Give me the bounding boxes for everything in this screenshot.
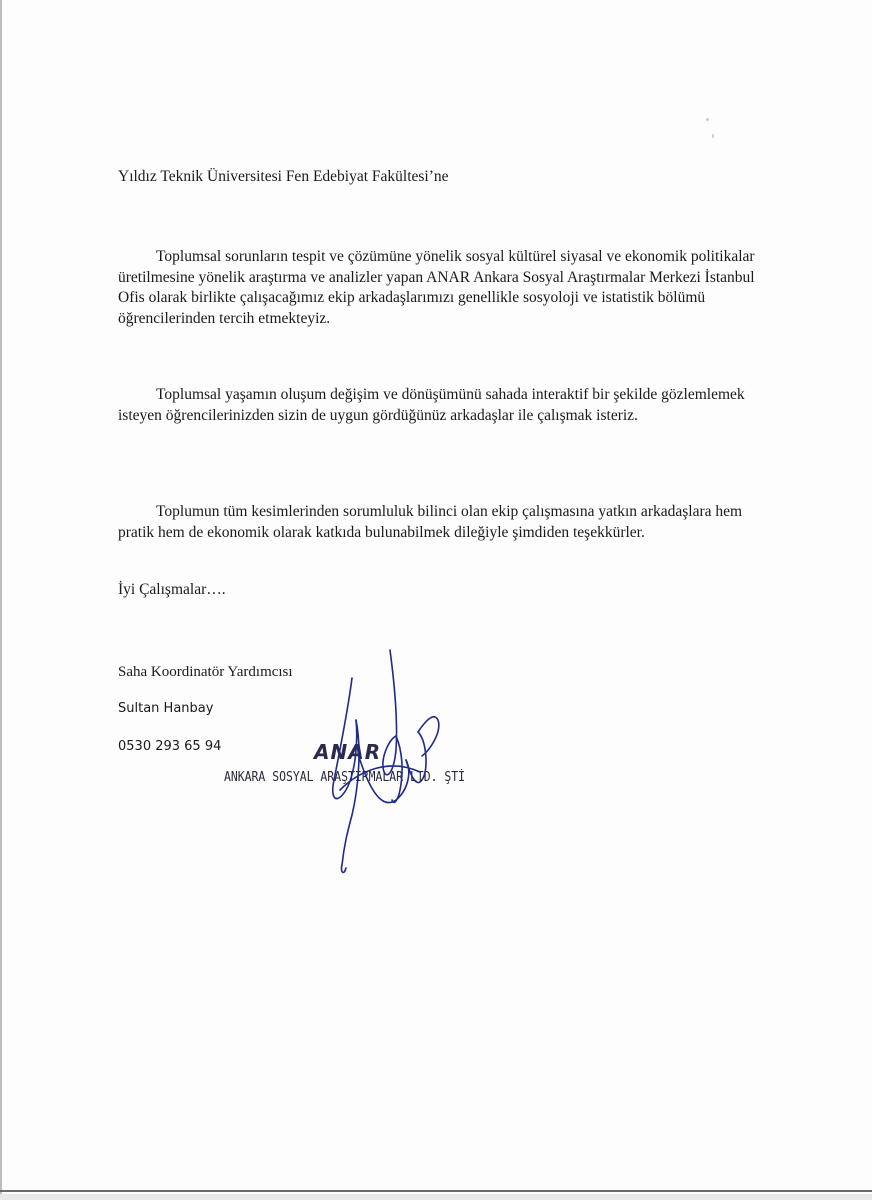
paragraph-3: Toplumun tüm kesimlerinden sorumluluk bilinci olan ekip çalışmasına yatkın arkadaşlara hem pratik hem de ekonomik olarak katkıda bulunabilmek dileğiyle şimdiden teşekkürler.: [118, 503, 743, 541]
closing-line: İyi Çalışmalar….: [118, 581, 226, 598]
scan-speck: [712, 134, 714, 138]
signatory-role: Saha Koordinatör Yardımcısı: [118, 664, 293, 680]
scan-margin-bottom: [0, 1194, 872, 1200]
scan-edge-bottom: [0, 1190, 872, 1192]
stamp-company-name: ANKARA SOSYAL ARAŞTIRMALAR LTD. ŞTİ: [224, 770, 466, 785]
scan-speck: [706, 118, 709, 121]
signatory-name: Sultan Hanbay: [118, 701, 214, 716]
paragraph-1: Toplumsal sorunların tespit ve çözümüne yönelik sosyal kültürel siyasal ve ekonomik politikalar üretilmesine yönelik araştırma ve analizler yapan ANAR Ankara Sosyal Araştırmalar Merkezi İstanbul Ofis olarak birlikte çalışacağımız ekip arkadaşlarımızı genellikle sosyoloji ve istatistik bölümü öğrencilerinden tercih etmekteyiz.: [118, 248, 755, 327]
paragraph-2: Toplumsal yaşamın oluşum değişim ve dönüşümünü sahada interaktif bir şekilde gözlemlemek isteyen öğrencilerinizden sizin de uygun gördüğünüz arkadaşlar ile çalışmak isteriz.: [118, 386, 745, 424]
stamp-logo: ANAR: [314, 740, 382, 764]
scan-edge-left: [0, 0, 2, 1200]
signatory-phone: 0530 293 65 94: [118, 739, 222, 754]
handwritten-signature: [300, 640, 460, 880]
recipient-line: Yıldız Teknik Üniversitesi Fen Edebiyat Fakültesi’ne: [118, 168, 449, 185]
